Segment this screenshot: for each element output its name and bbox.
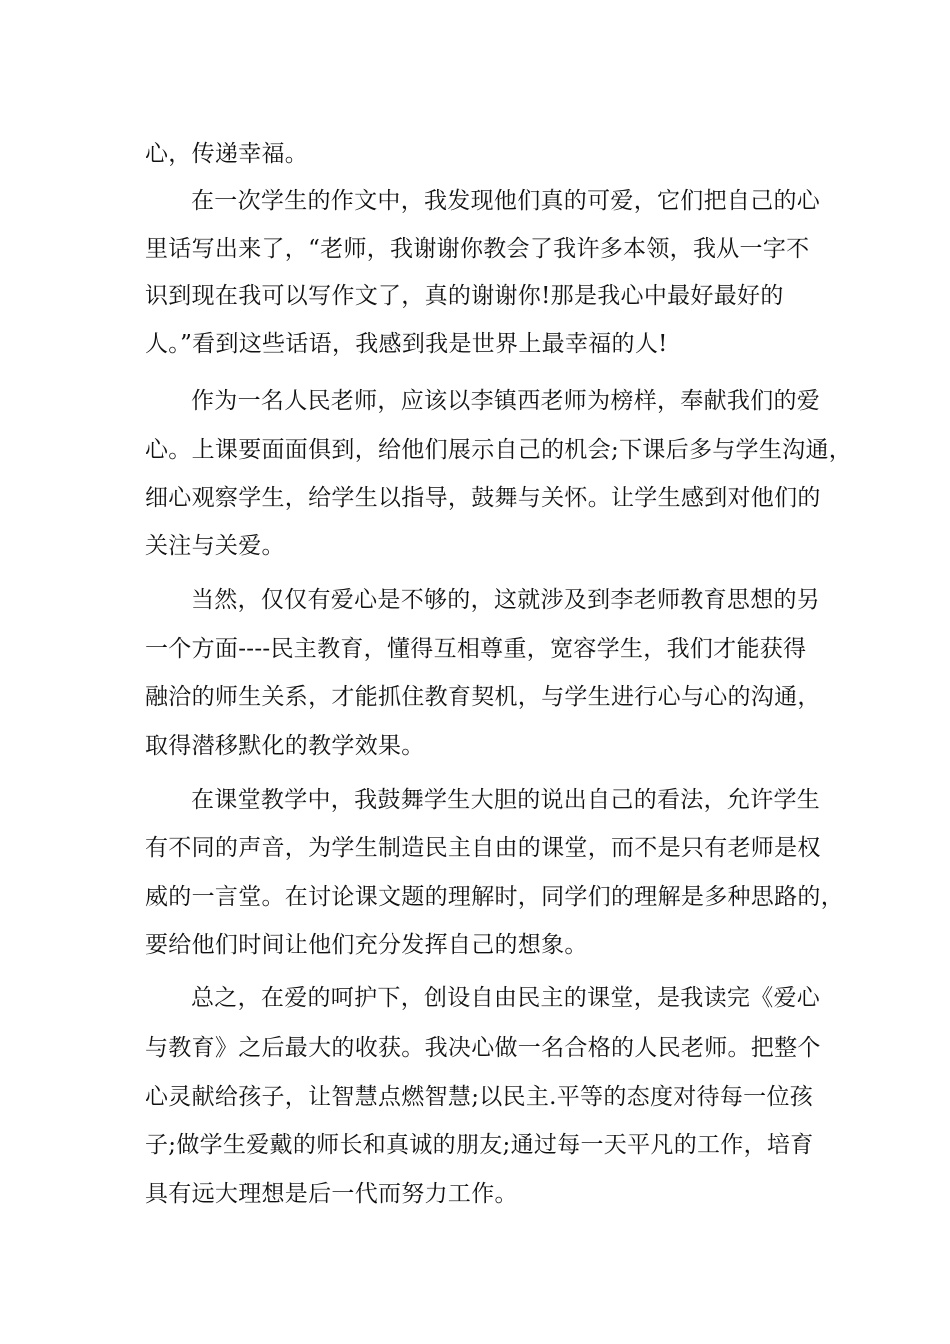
text-line: 融洽的师生关系，才能抓住教育契机，与学生进行心与心的沟通， <box>145 684 821 710</box>
text-line: 识到现在我可以写作文了，真的谢谢你!那是我心中最好最好的 <box>145 283 784 309</box>
paragraph-first-line: 作为一名人民老师，应该以李镇西老师为榜样，奉献我们的爱 <box>191 388 821 414</box>
paragraph-first-line: 当然，仅仅有爱心是不够的，这就涉及到李老师教育思想的另 <box>191 587 821 613</box>
text-line: 心，传递幸福。 <box>145 141 309 167</box>
text-line: 要给他们时间让他们充分发挥自己的想象。 <box>145 932 588 958</box>
text-line: 具有远大理想是后一代而努力工作。 <box>145 1181 518 1207</box>
paragraph-first-line: 总之，在爱的呵护下，创设自由民主的课堂，是我读完《爱心 <box>191 985 821 1011</box>
text-line: 心。上课要面面俱到，给他们展示自己的机会;下课后多与学生沟通， <box>145 437 853 463</box>
text-line: 与教育》之后最大的收获。我决心做一名合格的人民老师。把整个 <box>145 1035 821 1061</box>
text-line: 取得潜移默化的教学效果。 <box>145 733 425 759</box>
text-line: 心灵献给孩子，让智慧点燃智慧;以民主.平等的态度对待每一位孩 <box>145 1084 814 1110</box>
text-line: 一个方面----民主教育，懂得互相尊重，宽容学生，我们才能获得 <box>145 636 807 662</box>
paragraph-first-line: 在课堂教学中，我鼓舞学生大胆的说出自己的看法，允许学生 <box>191 787 821 813</box>
text-line: 有不同的声音，为学生制造民主自由的课堂，而不是只有老师是权 <box>145 835 821 861</box>
text-line: 人。”看到这些话语，我感到我是世界上最幸福的人! <box>145 331 668 357</box>
text-line: 子;做学生爱戴的师长和真诚的朋友;通过每一天平凡的工作，培育 <box>145 1132 814 1158</box>
text-line: 关注与关爱。 <box>145 533 285 559</box>
text-line: 威的一言堂。在讨论课文题的理解时，同学们的理解是多种思路的， <box>145 884 844 910</box>
paragraph-first-line: 在一次学生的作文中，我发现他们真的可爱，它们把自己的心 <box>191 188 821 214</box>
text-line: 里话写出来了，“老师，我谢谢你教会了我许多本领，我从一字不 <box>145 236 810 262</box>
text-line: 细心观察学生，给学生以指导，鼓舞与关怀。让学生感到对他们的 <box>145 485 821 511</box>
